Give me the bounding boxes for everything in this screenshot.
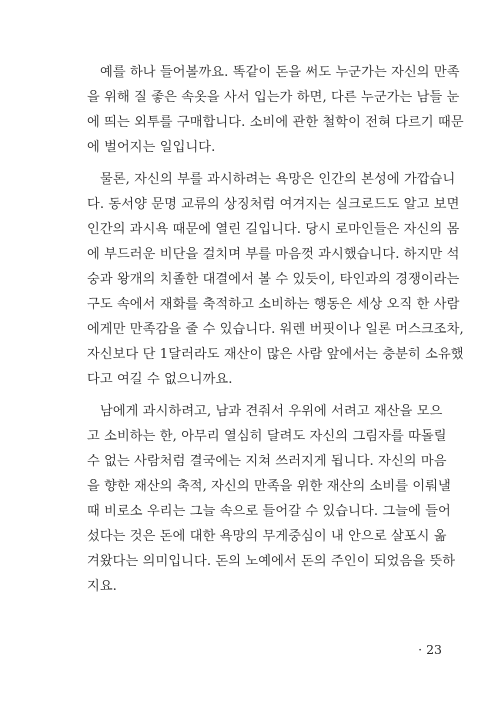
page-number: 23 — [426, 642, 442, 657]
text-line: 을 향한 재산의 축적, 자신의 만족을 위한 재산의 소비를 이뤄낼 — [87, 479, 451, 494]
text-line: 겨왔다는 의미입니다. 돈의 노예에서 돈의 주인이 되었음을 뜻하 — [87, 554, 456, 569]
text-line: 자신보다 단 1달러라도 재산이 많은 사람 앞에서는 충분히 소유했 — [87, 347, 464, 362]
paragraph-2 — [87, 167, 464, 392]
text-line: 다고 여길 수 없으니까요. — [87, 372, 233, 387]
text-line: 남에게 과시하려고, 남과 견줘서 우위에 서려고 재산을 모으 — [100, 404, 443, 419]
text-line: 지요. — [87, 579, 117, 594]
text-line: 다. 동서양 문명 교류의 상징처럼 여겨지는 실크로드도 알고 보면 — [87, 197, 460, 212]
page-footer — [402, 642, 442, 658]
text-line: 에 부드러운 비단을 걸치며 부를 마음껏 과시했습니다. 하지만 석 — [87, 247, 460, 262]
paragraph-3 — [87, 399, 456, 599]
bullet-glyph: · — [418, 642, 423, 657]
text-line: 수 없는 사람처럼 결국에는 지쳐 쓰러지게 됩니다. 자신의 마음 — [87, 454, 447, 469]
text-line: 물론, 자신의 부를 과시하려는 욕망은 인간의 본성에 가깝습니 — [100, 172, 456, 187]
page-body — [87, 60, 464, 599]
text-line: 에 벌어지는 일입니다. — [87, 140, 216, 155]
text-line: 구도 속에서 재화를 축적하고 소비하는 행동은 세상 오직 한 사람 — [87, 297, 460, 312]
text-line: 때 비로소 우리는 그늘 속으로 들어갈 수 있습니다. 그늘에 들어 — [87, 504, 451, 519]
text-line: 섰다는 것은 돈에 대한 욕망의 무게중심이 내 안으로 살포시 옮 — [87, 529, 447, 544]
text-line: 숭과 왕개의 치졸한 대결에서 볼 수 있듯이, 타인과의 경쟁이라는 — [87, 272, 460, 287]
text-line: 을 위해 질 좋은 속옷을 사서 입는가 하면, 다른 누군가는 남들 눈 — [87, 90, 460, 105]
text-line: 예를 하나 들어볼까요. 똑같이 돈을 써도 누군가는 자신의 만족 — [100, 65, 460, 80]
text-line: 에 띄는 외투를 구매합니다. 소비에 관한 철학이 전혀 다르기 때문 — [87, 115, 464, 130]
paragraph-1 — [87, 60, 464, 160]
text-line: 인간의 과시욕 때문에 열린 길입니다. 당시 로마인들은 자신의 몸 — [87, 222, 460, 237]
text-line: 고 소비하는 한, 아무리 열심히 달려도 자신의 그림자를 따돌릴 — [87, 429, 447, 444]
text-line: 에게만 만족감을 줄 수 있습니다. 워렌 버핏이나 일론 머스크조차, — [87, 322, 464, 337]
